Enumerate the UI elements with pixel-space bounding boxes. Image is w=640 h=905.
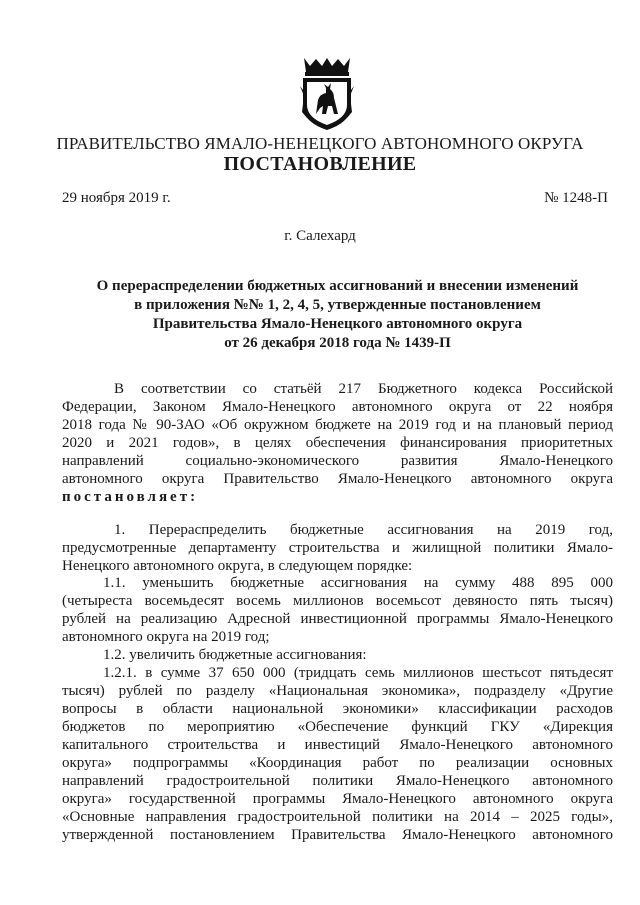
text-line: утвержденной постановлением Правительства Ямало-Ненецкого автономного	[62, 827, 613, 843]
text-line: 1.2.1. в сумме 37 650 000 (тридцать семь миллионов шестьсот пятьдесят	[103, 665, 613, 681]
text-line: рублей на реализацию Адресной инвестиционной программы Ямало-Ненецкого	[62, 611, 613, 627]
subject-line: О перераспределении бюджетных ассигнований и внесении изменений	[96, 278, 579, 294]
text-line: В соответствии со статьёй 217 Бюджетного кодекса Российской	[114, 381, 613, 397]
text-line: 1.2. увеличить бюджетные ассигнования:	[103, 647, 367, 663]
text-line: 1.1. уменьшить бюджетные ассигнования на сумму 488 895 000	[103, 575, 613, 591]
text-line: округа» подпрограммы «Координация работ по реализации основных	[62, 755, 613, 771]
text-line: автономного округа Правительство Ямало-Ненецкого автономного округа	[62, 471, 613, 487]
preamble-paragraph	[62, 380, 613, 506]
document-city: г. Салехард	[284, 228, 356, 244]
subject-line: Правительства Ямало-Ненецкого автономного округа	[152, 316, 523, 332]
subject-line: от 26 декабря 2018 года № 1439-П	[224, 335, 451, 351]
coat-of-arms-icon	[298, 56, 356, 132]
text-line: капитального строительства и инвестиций Ямало-Ненецкого автономного	[62, 737, 613, 753]
text-line: Ненецкого автономного округа, в следующем порядке:	[62, 558, 413, 574]
item-1-paragraph	[62, 521, 613, 575]
text-line: Федерации, Законом Ямало-Ненецкого автономного округа от 22 ноября	[62, 399, 613, 415]
government-name: ПРАВИТЕЛЬСТВО ЯМАЛО-НЕНЕЦКОГО АВТОНОМНОГО ОКРУГА	[56, 134, 584, 153]
text-line: направлений градостроительной политики Ямало-Ненецкого автономного	[62, 773, 613, 789]
text-line: «Основные направления градостроительной политики на 2014 – 2025 годы»,	[62, 809, 613, 825]
document-subject	[62, 277, 613, 353]
document-type: ПОСТАНОВЛЕНИЕ	[223, 153, 417, 175]
text-line: бюджетов по мероприятию «Обеспечение функций ГКУ «Дирекция	[62, 719, 613, 735]
text-line: (четыреста восемьдесят восемь миллионов восемьсот девяносто пять тысяч)	[62, 593, 613, 609]
text-line: направлений социально-экономического развития Ямало-Ненецкого	[62, 453, 613, 469]
item-1-1-paragraph	[62, 574, 613, 646]
text-line: предусмотренные департаменту строительства и жилищной политики Ямало-	[62, 540, 613, 556]
text-line: автономного округа на 2019 год;	[62, 629, 270, 645]
text-line: округа» государственной программы Ямало-Ненецкого автономного округа	[62, 791, 613, 807]
document-date: 29 ноября 2019 г.	[62, 190, 171, 206]
text-line: 2018 года № 90-ЗАО «Об окружном бюджете на 2019 год и на плановый период	[62, 417, 613, 433]
text-line: тысяч) рублей по разделу «Национальная экономика», подразделу «Другие	[62, 683, 613, 699]
text-line-decree: постановляет:	[62, 489, 199, 505]
text-line: вопросы в области национальной экономики» классификации расходов	[62, 701, 613, 717]
text-line: 2020 и 2021 годов», в целях обеспечения финансирования приоритетных	[62, 435, 613, 451]
text-line: 1. Перераспределить бюджетные ассигнования на 2019 год,	[114, 522, 613, 538]
item-1-2-paragraph	[62, 646, 613, 844]
subject-line: в приложения №№ 1, 2, 4, 5, утвержденные постановлением	[134, 297, 541, 313]
document-number: № 1248-П	[544, 190, 608, 206]
